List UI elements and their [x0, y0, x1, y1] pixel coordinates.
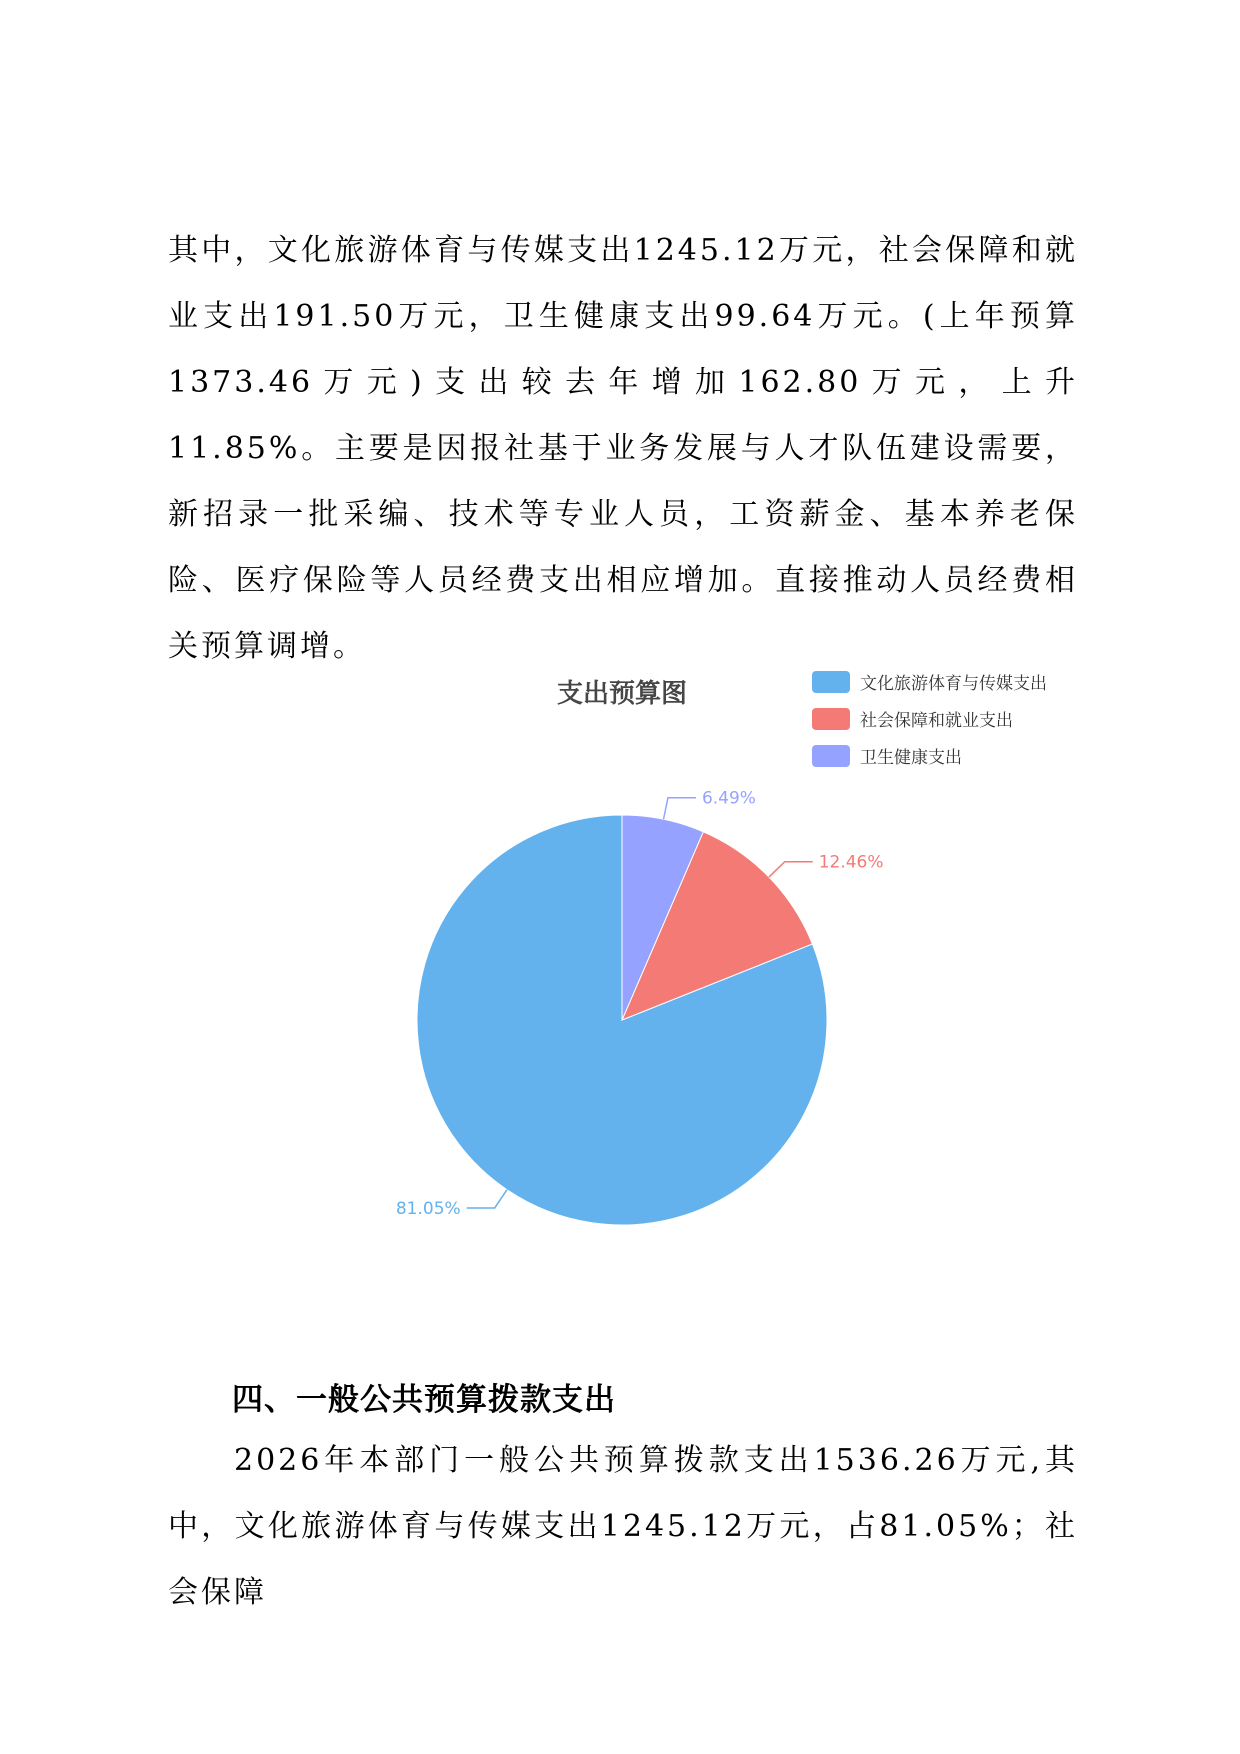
- legend-label-2: 卫生健康支出: [860, 748, 962, 768]
- legend-swatch-0: [812, 671, 850, 693]
- expenditure-pie-chart: [0, 660, 1240, 1260]
- pie-leader-line-0: [467, 1190, 507, 1208]
- section-body-paragraph: 2026年本部门一般公共预算拨款支出1536.26万元,其中，文化旅游体育与传媒支出1245.12万元，占81.05%；社会保障: [168, 1443, 1078, 1610]
- pie-label-1: 12.46%: [818, 852, 884, 873]
- pie-label-0: 81.05%: [395, 1198, 461, 1219]
- legend-swatch-2: [812, 745, 850, 767]
- intro-paragraph: 其中，文化旅游体育与传媒支出1245.12万元，社会保障和就业支出191.50万元，卫生健康支出99.64万元。(上年预算1373.46万元)支出较去年增加162.80万元，上升11.85%。主要是因报社基于业务发展与人才队伍建设需要，新招录一批采编、技术等专业人员，工资薪金、基本养老保险、医疗保险等人员经费支出相应增加。直接推动人员经费相关预算调增。: [168, 233, 1078, 664]
- legend-label-0: 文化旅游体育与传媒支出: [860, 674, 1047, 694]
- legend-label-1: 社会保障和就业支出: [860, 711, 1013, 731]
- section-heading: 四、一般公共预算拨款支出: [232, 1382, 616, 1418]
- pie-leader-line-1: [769, 862, 813, 877]
- chart-title: 支出预算图: [556, 679, 688, 709]
- pie-leader-line-2: [664, 798, 696, 820]
- pie-slices: [417, 815, 827, 1225]
- pie-label-2: 6.49%: [701, 788, 756, 809]
- legend-swatch-1: [812, 708, 850, 730]
- chart-legend: [812, 671, 1047, 768]
